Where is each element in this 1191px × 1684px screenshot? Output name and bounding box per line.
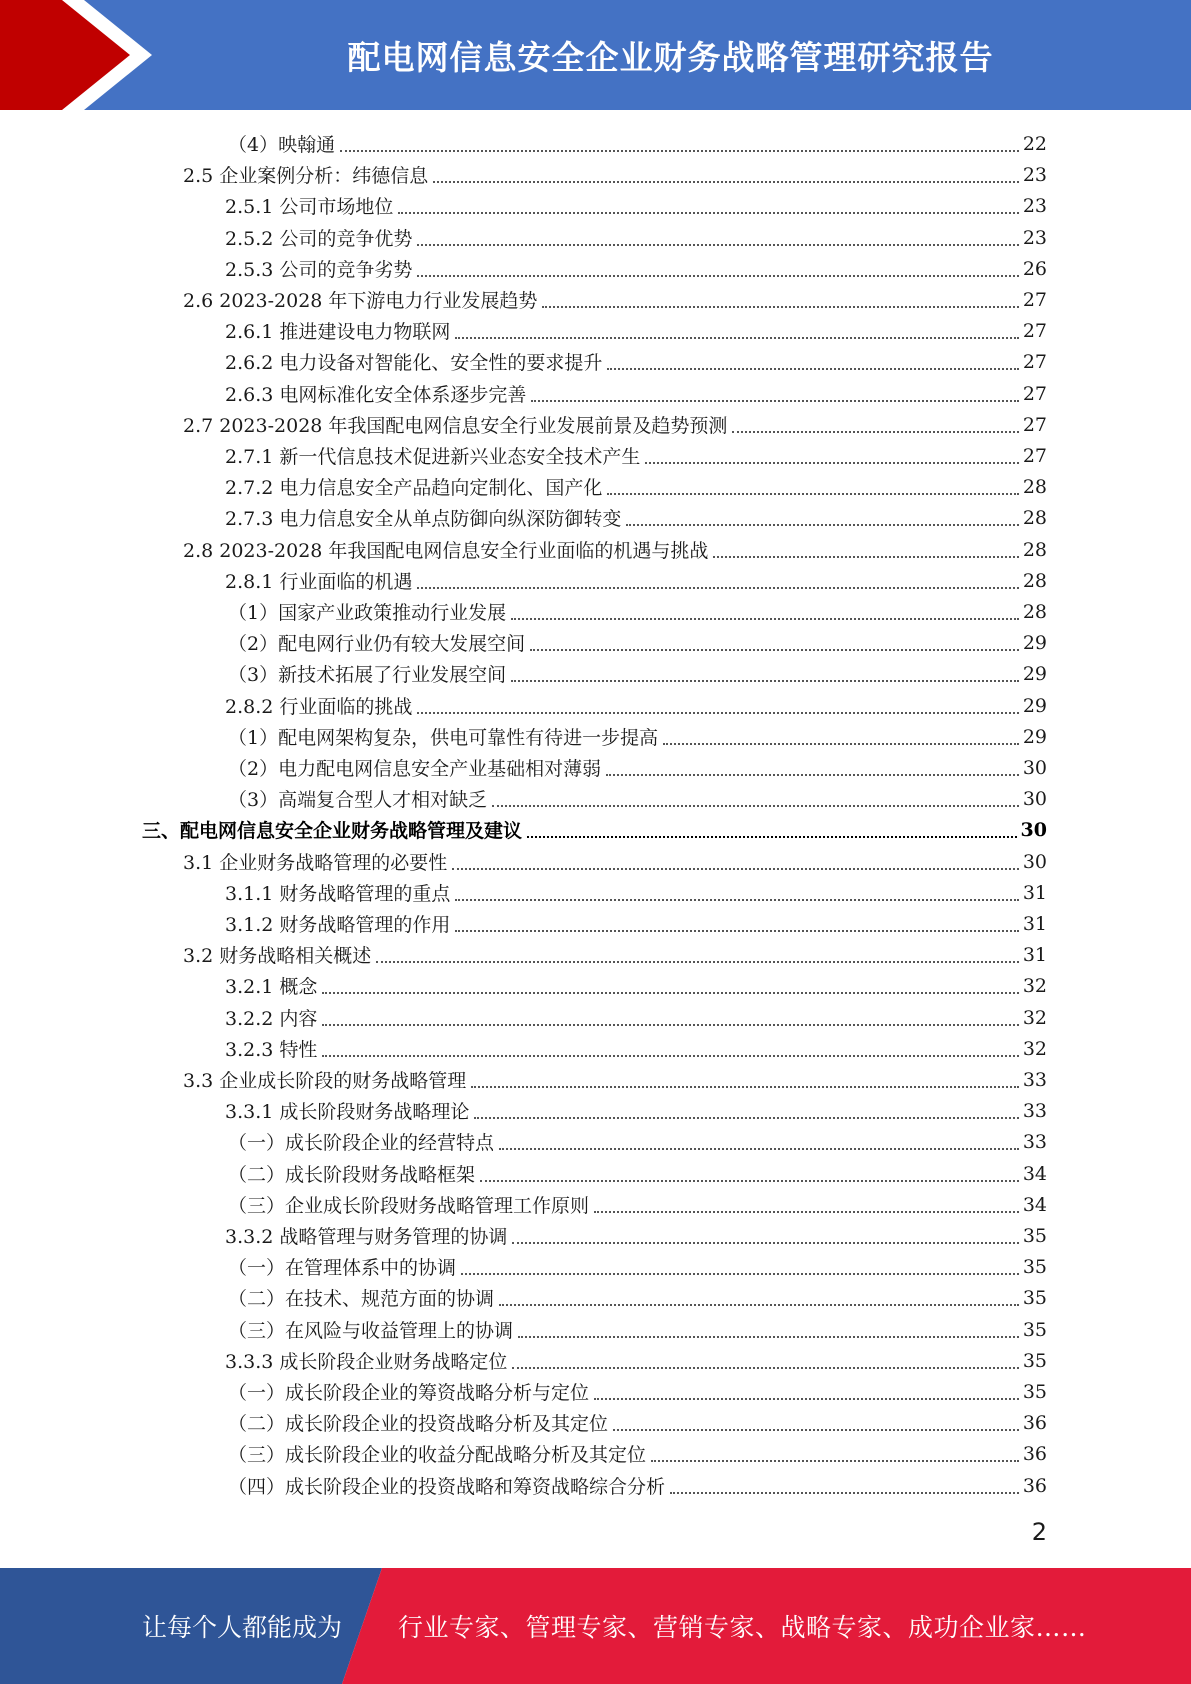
toc-dot-leader [518, 1334, 1019, 1338]
toc-dot-leader [732, 429, 1018, 433]
toc-entry-page: 34 [1022, 1193, 1047, 1216]
toc-entry-page: 32 [1022, 1006, 1047, 1029]
toc-entry-page: 27 [1022, 444, 1047, 467]
toc-entry-page: 22 [1022, 132, 1047, 155]
toc-entry-page: 35 [1022, 1286, 1047, 1309]
toc-entry[interactable] [183, 1064, 1047, 1095]
toc-dot-leader [542, 304, 1018, 308]
toc-entry-label: 2.6.3 电网标准化安全体系逐步完善 [225, 384, 527, 406]
toc-dot-leader [607, 491, 1018, 495]
toc-entry[interactable] [228, 658, 1047, 689]
toc-entry-page: 28 [1022, 538, 1047, 561]
toc-entry-page: 33 [1022, 1130, 1047, 1153]
toc-entry-label: 2.5.1 公司市场地位 [225, 196, 394, 218]
toc-entry-page: 28 [1022, 569, 1047, 592]
toc-entry-page: 34 [1022, 1162, 1047, 1185]
toc-entry-page: 28 [1022, 506, 1047, 529]
toc-entry[interactable] [228, 721, 1047, 752]
toc-entry-page: 29 [1022, 694, 1047, 717]
toc-entry-page: 36 [1022, 1474, 1047, 1497]
toc-entry-page: 30 [1022, 787, 1047, 810]
toc-entry-label: 2.7.3 电力信息安全从单点防御向纵深防御转变 [225, 508, 622, 530]
toc-entry-page: 35 [1022, 1224, 1047, 1247]
toc-entry[interactable] [183, 409, 1047, 440]
toc-entry-label: 2.7.1 新一代信息技术促进新兴业态安全技术产生 [225, 446, 641, 468]
toc-dot-leader [398, 210, 1018, 214]
toc-entry[interactable] [228, 1126, 1047, 1157]
toc-entry-page: 27 [1022, 288, 1047, 311]
toc-entry-page: 29 [1022, 631, 1047, 654]
toc-entry[interactable] [225, 877, 1047, 908]
toc-entry-page: 29 [1022, 725, 1047, 748]
toc-entry-label: 3.3 企业成长阶段的财务战略管理 [183, 1070, 467, 1092]
toc-dot-leader [471, 1084, 1019, 1088]
toc-dot-leader [492, 803, 1019, 807]
toc-entry[interactable] [228, 1376, 1047, 1407]
toc-entry-label: （三）成长阶段企业的收益分配战略分析及其定位 [228, 1444, 647, 1466]
toc-entry-label: 2.6 2023-2028 年下游电力行业发展趋势 [183, 290, 538, 312]
toc-entry[interactable] [225, 346, 1047, 377]
toc-entry[interactable] [183, 159, 1047, 190]
toc-dot-leader [613, 1427, 1019, 1431]
toc-entry[interactable] [142, 814, 1047, 845]
toc-entry[interactable] [228, 1189, 1047, 1220]
toc-entry-page: 27 [1022, 319, 1047, 342]
toc-entry-page: 32 [1022, 1037, 1047, 1060]
toc-entry-label: 3.2 财务战略相关概述 [183, 945, 372, 967]
toc-dot-leader [531, 398, 1018, 402]
toc-dot-leader [606, 772, 1019, 776]
toc-entry[interactable] [228, 1158, 1047, 1189]
toc-dot-leader [670, 1490, 1019, 1494]
toc-entry-label: （4）映翰通 [228, 134, 336, 156]
toc-entry[interactable] [225, 502, 1047, 533]
toc-entry-label: 3.2.1 概念 [225, 976, 318, 998]
page-header [0, 0, 1191, 110]
toc-dot-leader [651, 1458, 1019, 1462]
toc-entry-page: 30 [1022, 756, 1047, 779]
toc-entry-page: 31 [1022, 943, 1047, 966]
toc-entry-label: 2.8.2 行业面临的挑战 [225, 696, 413, 718]
toc-dot-leader [433, 179, 1019, 183]
toc-entry[interactable] [225, 440, 1047, 471]
toc-entry-page: 36 [1022, 1442, 1047, 1465]
toc-entry-label: （1）国家产业政策推动行业发展 [228, 602, 507, 624]
toc-entry[interactable] [183, 284, 1047, 315]
toc-entry[interactable] [228, 1438, 1047, 1469]
toc-entry[interactable] [228, 783, 1047, 814]
toc-entry-page: 35 [1022, 1380, 1047, 1403]
toc-entry-page: 35 [1022, 1349, 1047, 1372]
footer-slogan-right: 行业专家、管理专家、营销专家、战略专家、成功企业家…… [398, 1613, 1087, 1642]
toc-entry[interactable] [225, 565, 1047, 596]
toc-entry-label: （2）配电网行业仍有较大发展空间 [228, 633, 526, 655]
toc-entry-page: 30 [1020, 818, 1047, 841]
toc-dot-leader [499, 1146, 1019, 1150]
toc-entry-label: 2.5.2 公司的竞争优势 [225, 228, 413, 250]
toc-entry-label: （一）在管理体系中的协调 [228, 1257, 457, 1279]
toc-entry[interactable] [228, 627, 1047, 658]
toc-dot-leader [511, 616, 1019, 620]
toc-entry-label: 2.5 企业案例分析：纬德信息 [183, 165, 429, 187]
toc-entry[interactable] [225, 1095, 1047, 1126]
toc-entry[interactable] [228, 1407, 1047, 1438]
toc-entry[interactable] [228, 128, 1047, 159]
toc-entry-label: 2.7.2 电力信息安全产品趋向定制化、国产化 [225, 477, 603, 499]
toc-entry-label: （二）成长阶段财务战略框架 [228, 1164, 476, 1186]
toc-dot-leader [645, 460, 1018, 464]
toc-entry-label: （二）在技术、规范方面的协调 [228, 1288, 495, 1310]
toc-entry-page: 28 [1022, 600, 1047, 623]
toc-entry[interactable] [225, 190, 1047, 221]
toc-entry-label: （三）在风险与收益管理上的协调 [228, 1320, 514, 1342]
toc-dot-leader [455, 335, 1018, 339]
toc-entry-page: 28 [1022, 475, 1047, 498]
toc-entry-label: （二）成长阶段企业的投资战略分析及其定位 [228, 1413, 609, 1435]
toc-entry-label: （2）电力配电网信息安全产业基础相对薄弱 [228, 758, 602, 780]
toc-dot-leader [594, 1396, 1019, 1400]
toc-entry[interactable] [225, 471, 1047, 502]
toc-entry-label: 3.3.2 战略管理与财务管理的协调 [225, 1226, 508, 1248]
toc-dot-leader [626, 522, 1018, 526]
toc-entry-label: 3.1 企业财务战略管理的必要性 [183, 852, 448, 874]
toc-entry-label: 三、配电网信息安全企业财务战略管理及建议 [142, 820, 523, 842]
toc-dot-leader [474, 1115, 1018, 1119]
toc-entry-label: 3.3.3 成长阶段企业财务战略定位 [225, 1351, 508, 1373]
toc-entry-page: 27 [1022, 382, 1047, 405]
toc-entry-label: （3）新技术拓展了行业发展空间 [228, 664, 507, 686]
toc-entry[interactable] [228, 1314, 1047, 1345]
toc-dot-leader [417, 710, 1018, 714]
toc-dot-leader [663, 741, 1019, 745]
toc-dot-leader [340, 148, 1019, 152]
toc-entry-label: （三）企业成长阶段财务战略管理工作原则 [228, 1195, 590, 1217]
toc-entry-page: 33 [1022, 1099, 1047, 1122]
toc-entry-page: 29 [1022, 662, 1047, 685]
toc-dot-leader [417, 242, 1018, 246]
toc-entry-page: 31 [1022, 912, 1047, 935]
toc-entry[interactable] [225, 970, 1047, 1001]
toc-dot-leader [322, 990, 1018, 994]
toc-entry[interactable] [225, 690, 1047, 721]
toc-entry-page: 27 [1022, 350, 1047, 373]
toc-entry-label: 3.2.3 特性 [225, 1039, 318, 1061]
toc-entry-page: 35 [1022, 1318, 1047, 1341]
toc-entry[interactable] [225, 1033, 1047, 1064]
toc-entry-label: 3.1.1 财务战略管理的重点 [225, 883, 451, 905]
toc-entry-page: 35 [1022, 1255, 1047, 1278]
toc-dot-leader [499, 1302, 1019, 1306]
toc-dot-leader [607, 366, 1018, 370]
toc-entry[interactable] [225, 253, 1047, 284]
toc-dot-leader [461, 1271, 1019, 1275]
toc-entry-page: 30 [1022, 850, 1047, 873]
toc-entry-page: 33 [1022, 1068, 1047, 1091]
toc-entry[interactable] [228, 596, 1047, 627]
toc-entry-label: （1）配电网架构复杂，供电可靠性有待进一步提高 [228, 727, 659, 749]
toc-dot-leader [322, 1053, 1018, 1057]
toc-dot-leader [512, 1365, 1018, 1369]
toc-entry-label: （四）成长阶段企业的投资战略和筹资战略综合分析 [228, 1476, 666, 1498]
toc-entry-label: 3.2.2 内容 [225, 1008, 318, 1030]
toc-entry[interactable] [228, 1470, 1047, 1501]
toc-entry-page: 23 [1022, 194, 1047, 217]
toc-entry-page: 26 [1022, 257, 1047, 280]
toc-dot-leader [452, 866, 1019, 870]
toc-entry-page: 23 [1022, 163, 1047, 186]
toc-dot-leader [511, 678, 1019, 682]
toc-entry-label: 2.6.1 推进建设电力物联网 [225, 321, 451, 343]
toc-entry-label: 2.8.1 行业面临的机遇 [225, 571, 413, 593]
toc-entry[interactable] [183, 939, 1047, 970]
toc-entry[interactable] [183, 846, 1047, 877]
toc-entry-page: 31 [1022, 881, 1047, 904]
toc-entry[interactable] [225, 1002, 1047, 1033]
toc-entry-page: 27 [1022, 413, 1047, 436]
toc-entry-label: 3.1.2 财务战略管理的作用 [225, 914, 451, 936]
footer-slogan-left: 让每个人都能成为 [142, 1613, 343, 1642]
toc-entry[interactable] [225, 1345, 1047, 1376]
toc-entry[interactable] [225, 378, 1047, 409]
toc-entry[interactable] [225, 222, 1047, 253]
toc-entry[interactable] [228, 752, 1047, 783]
page-footer [0, 1568, 1191, 1684]
toc-entry[interactable] [183, 534, 1047, 565]
toc-entry[interactable] [225, 1220, 1047, 1251]
toc-dot-leader [480, 1178, 1019, 1182]
toc-entry[interactable] [228, 1282, 1047, 1313]
toc-entry-label: （一）成长阶段企业的筹资战略分析与定位 [228, 1382, 590, 1404]
toc-entry[interactable] [228, 1251, 1047, 1282]
toc-entry-label: 3.3.1 成长阶段财务战略理论 [225, 1101, 470, 1123]
toc-entry-label: 2.7 2023-2028 年我国配电网信息安全行业发展前景及趋势预测 [183, 415, 728, 437]
toc-entry-page: 36 [1022, 1411, 1047, 1434]
toc-entry[interactable] [225, 315, 1047, 346]
toc-entry[interactable] [225, 908, 1047, 939]
toc-dot-leader [713, 554, 1018, 558]
toc-entry-label: （一）成长阶段企业的经营特点 [228, 1132, 495, 1154]
toc-entry-label: （3）高端复合型人才相对缺乏 [228, 789, 488, 811]
toc-dot-leader [455, 897, 1018, 901]
toc-dot-leader [530, 647, 1019, 651]
toc-dot-leader [417, 585, 1018, 589]
toc-dot-leader [512, 1240, 1018, 1244]
toc-entry-label: 2.5.3 公司的竞争劣势 [225, 259, 413, 281]
toc-dot-leader [322, 1022, 1018, 1026]
toc-dot-leader [455, 928, 1018, 932]
toc-entry-label: 2.6.2 电力设备对智能化、安全性的要求提升 [225, 352, 603, 374]
toc-entry-page: 32 [1022, 974, 1047, 997]
toc-dot-leader [376, 959, 1019, 963]
toc-dot-leader [417, 273, 1018, 277]
toc-entry-page: 23 [1022, 226, 1047, 249]
toc-dot-leader [594, 1209, 1019, 1213]
report-title: 配电网信息安全企业财务战略管理研究报告 [347, 37, 994, 77]
page-number: 2 [1031, 1518, 1047, 1546]
toc-entry-label: 2.8 2023-2028 年我国配电网信息安全行业面临的机遇与挑战 [183, 540, 709, 562]
toc-dot-leader [527, 834, 1017, 838]
